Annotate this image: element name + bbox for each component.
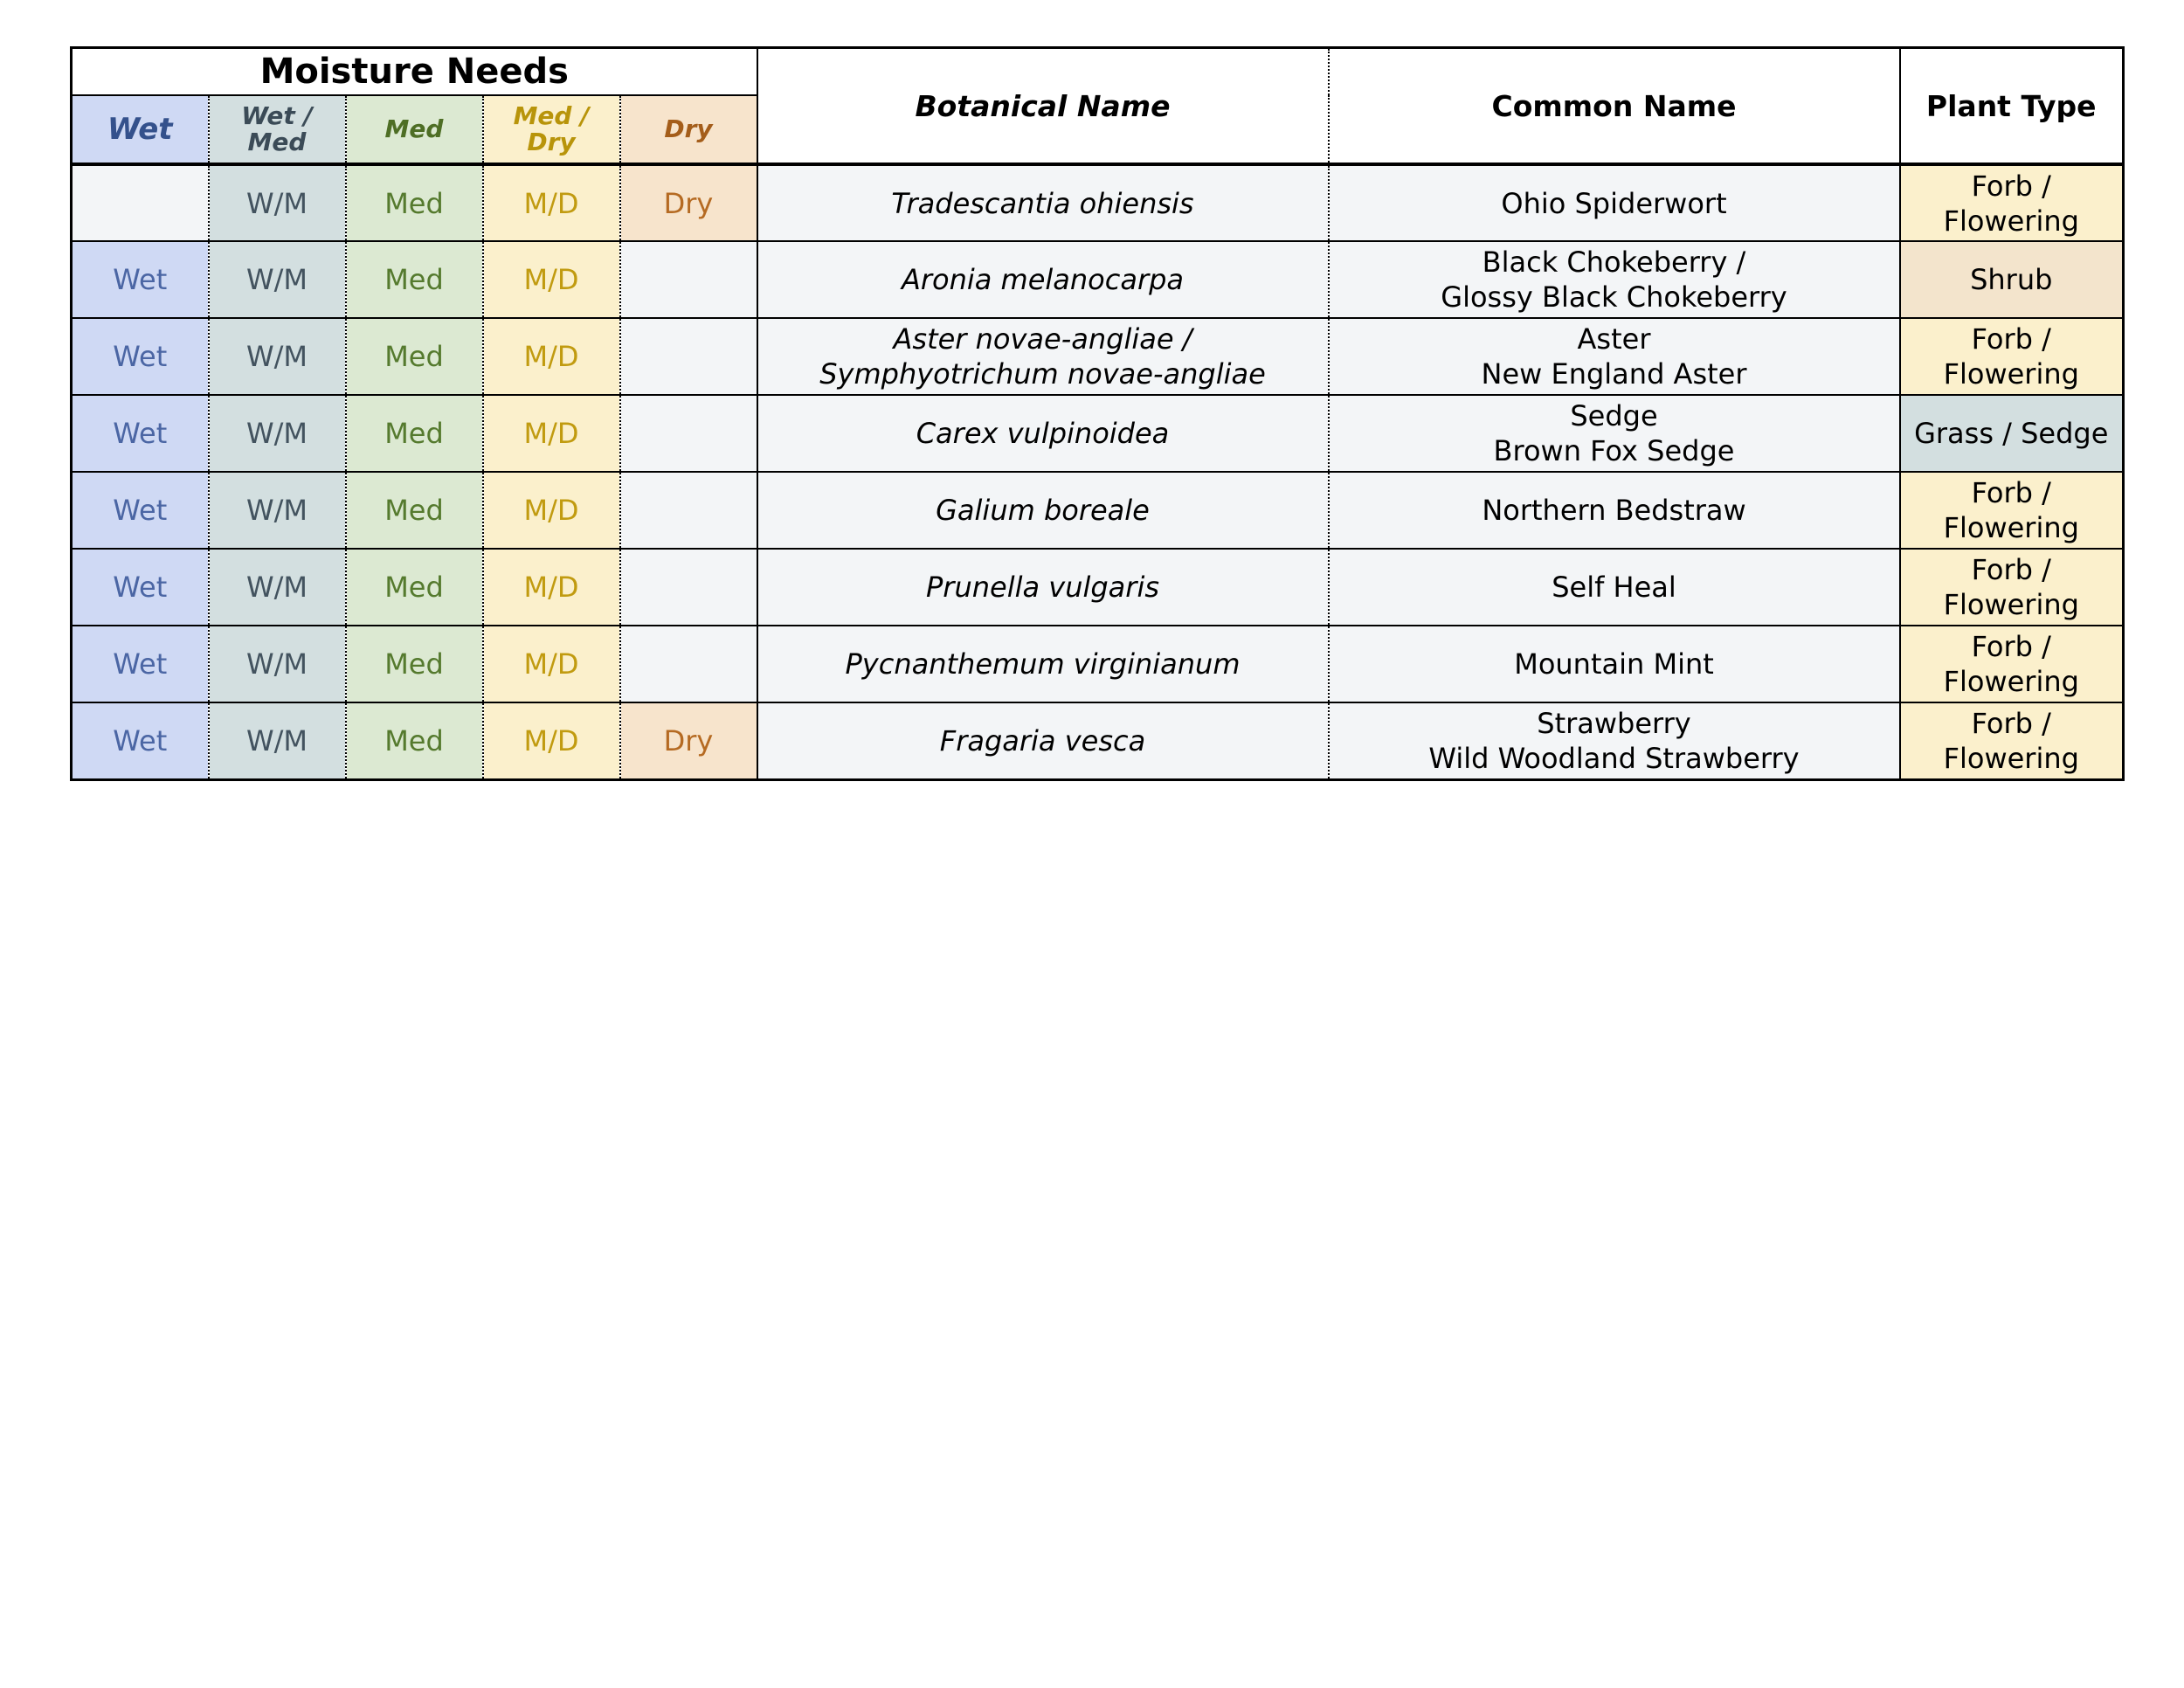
botanical-name-cell: Aster novae-angliae / Symphyotrichum novae-angliae	[757, 318, 1329, 395]
table-row	[72, 702, 2124, 779]
table-row	[72, 395, 2124, 472]
moisture-med-cell: Med	[346, 472, 483, 549]
moisture-wet-cell: Wet	[72, 626, 209, 702]
plant-type-cell: Forb / Flowering	[1900, 164, 2124, 241]
moisture-dry-cell: Dry	[620, 164, 757, 241]
wet-header: Wet	[72, 95, 209, 164]
moisture-wet-med-cell: W/M	[209, 241, 346, 318]
moisture-med-dry-cell: M/D	[483, 395, 620, 472]
plant-type-cell: Forb / Flowering	[1900, 472, 2124, 549]
moisture-wet-med-cell: W/M	[209, 318, 346, 395]
wet-med-header: Wet / Med	[209, 95, 346, 164]
plant-type-cell: Shrub	[1900, 241, 2124, 318]
moisture-med-dry-cell: M/D	[483, 702, 620, 779]
moisture-med-cell: Med	[346, 164, 483, 241]
moisture-med-dry-cell: M/D	[483, 164, 620, 241]
moisture-med-dry-cell: M/D	[483, 626, 620, 702]
moisture-med-cell: Med	[346, 702, 483, 779]
moisture-needs-heading: Moisture Needs	[72, 48, 757, 96]
moisture-dry-cell	[620, 318, 757, 395]
common-name-cell: Northern Bedstraw	[1329, 472, 1900, 549]
moisture-dry-cell	[620, 241, 757, 318]
moisture-wet-med-cell: W/M	[209, 549, 346, 626]
moisture-dry-cell	[620, 549, 757, 626]
moisture-wet-cell: Wet	[72, 241, 209, 318]
dry-header: Dry	[620, 95, 757, 164]
plant-type-cell: Grass / Sedge	[1900, 395, 2124, 472]
moisture-med-cell: Med	[346, 318, 483, 395]
moisture-med-dry-cell: M/D	[483, 472, 620, 549]
plant-rows	[72, 164, 2124, 779]
med-dry-header: Med / Dry	[483, 95, 620, 164]
common-name-cell: Black Chokeberry / Glossy Black Chokeberry	[1329, 241, 1900, 318]
table-row	[72, 626, 2124, 702]
moisture-dry-cell	[620, 626, 757, 702]
moisture-wet-med-cell: W/M	[209, 164, 346, 241]
botanical-name-cell: Aronia melanocarpa	[757, 241, 1329, 318]
plant-type-cell: Forb / Flowering	[1900, 702, 2124, 779]
moisture-med-cell: Med	[346, 395, 483, 472]
plant-type-header: Plant Type	[1900, 48, 2124, 165]
common-name-cell: Mountain Mint	[1329, 626, 1900, 702]
moisture-med-dry-cell: M/D	[483, 241, 620, 318]
common-name-cell: Ohio Spiderwort	[1329, 164, 1900, 241]
moisture-med-dry-cell: M/D	[483, 318, 620, 395]
botanical-name-cell: Pycnanthemum virginianum	[757, 626, 1329, 702]
botanical-name-cell: Tradescantia ohiensis	[757, 164, 1329, 241]
plant-type-cell: Forb / Flowering	[1900, 549, 2124, 626]
med-header: Med	[346, 95, 483, 164]
common-name-cell: Strawberry Wild Woodland Strawberry	[1329, 702, 1900, 779]
moisture-wet-med-cell: W/M	[209, 702, 346, 779]
table-row	[72, 164, 2124, 241]
common-name-cell: Sedge Brown Fox Sedge	[1329, 395, 1900, 472]
plant-type-cell: Forb / Flowering	[1900, 626, 2124, 702]
botanical-name-header: Botanical Name	[757, 48, 1329, 165]
table-row	[72, 241, 2124, 318]
botanical-name-cell: Carex vulpinoidea	[757, 395, 1329, 472]
moisture-wet-cell: Wet	[72, 702, 209, 779]
common-name-cell: Aster New England Aster	[1329, 318, 1900, 395]
moisture-wet-med-cell: W/M	[209, 472, 346, 549]
common-name-cell: Self Heal	[1329, 549, 1900, 626]
moisture-med-cell: Med	[346, 626, 483, 702]
moisture-wet-cell: Wet	[72, 472, 209, 549]
moisture-dry-cell	[620, 395, 757, 472]
plant-type-cell: Forb / Flowering	[1900, 318, 2124, 395]
table-row	[72, 472, 2124, 549]
moisture-dry-cell: Dry	[620, 702, 757, 779]
botanical-name-cell: Fragaria vesca	[757, 702, 1329, 779]
botanical-name-cell: Prunella vulgaris	[757, 549, 1329, 626]
moisture-med-cell: Med	[346, 241, 483, 318]
moisture-wet-cell: Wet	[72, 549, 209, 626]
moisture-wet-med-cell: W/M	[209, 626, 346, 702]
moisture-wet-cell: Wet	[72, 318, 209, 395]
botanical-name-cell: Galium boreale	[757, 472, 1329, 549]
moisture-wet-cell: Wet	[72, 395, 209, 472]
common-name-header: Common Name	[1329, 48, 1900, 165]
moisture-med-dry-cell: M/D	[483, 549, 620, 626]
table-row	[72, 318, 2124, 395]
moisture-wet-cell	[72, 164, 209, 241]
moisture-med-cell: Med	[346, 549, 483, 626]
plant-moisture-table	[70, 46, 2125, 781]
moisture-dry-cell	[620, 472, 757, 549]
moisture-wet-med-cell: W/M	[209, 395, 346, 472]
table-row	[72, 549, 2124, 626]
